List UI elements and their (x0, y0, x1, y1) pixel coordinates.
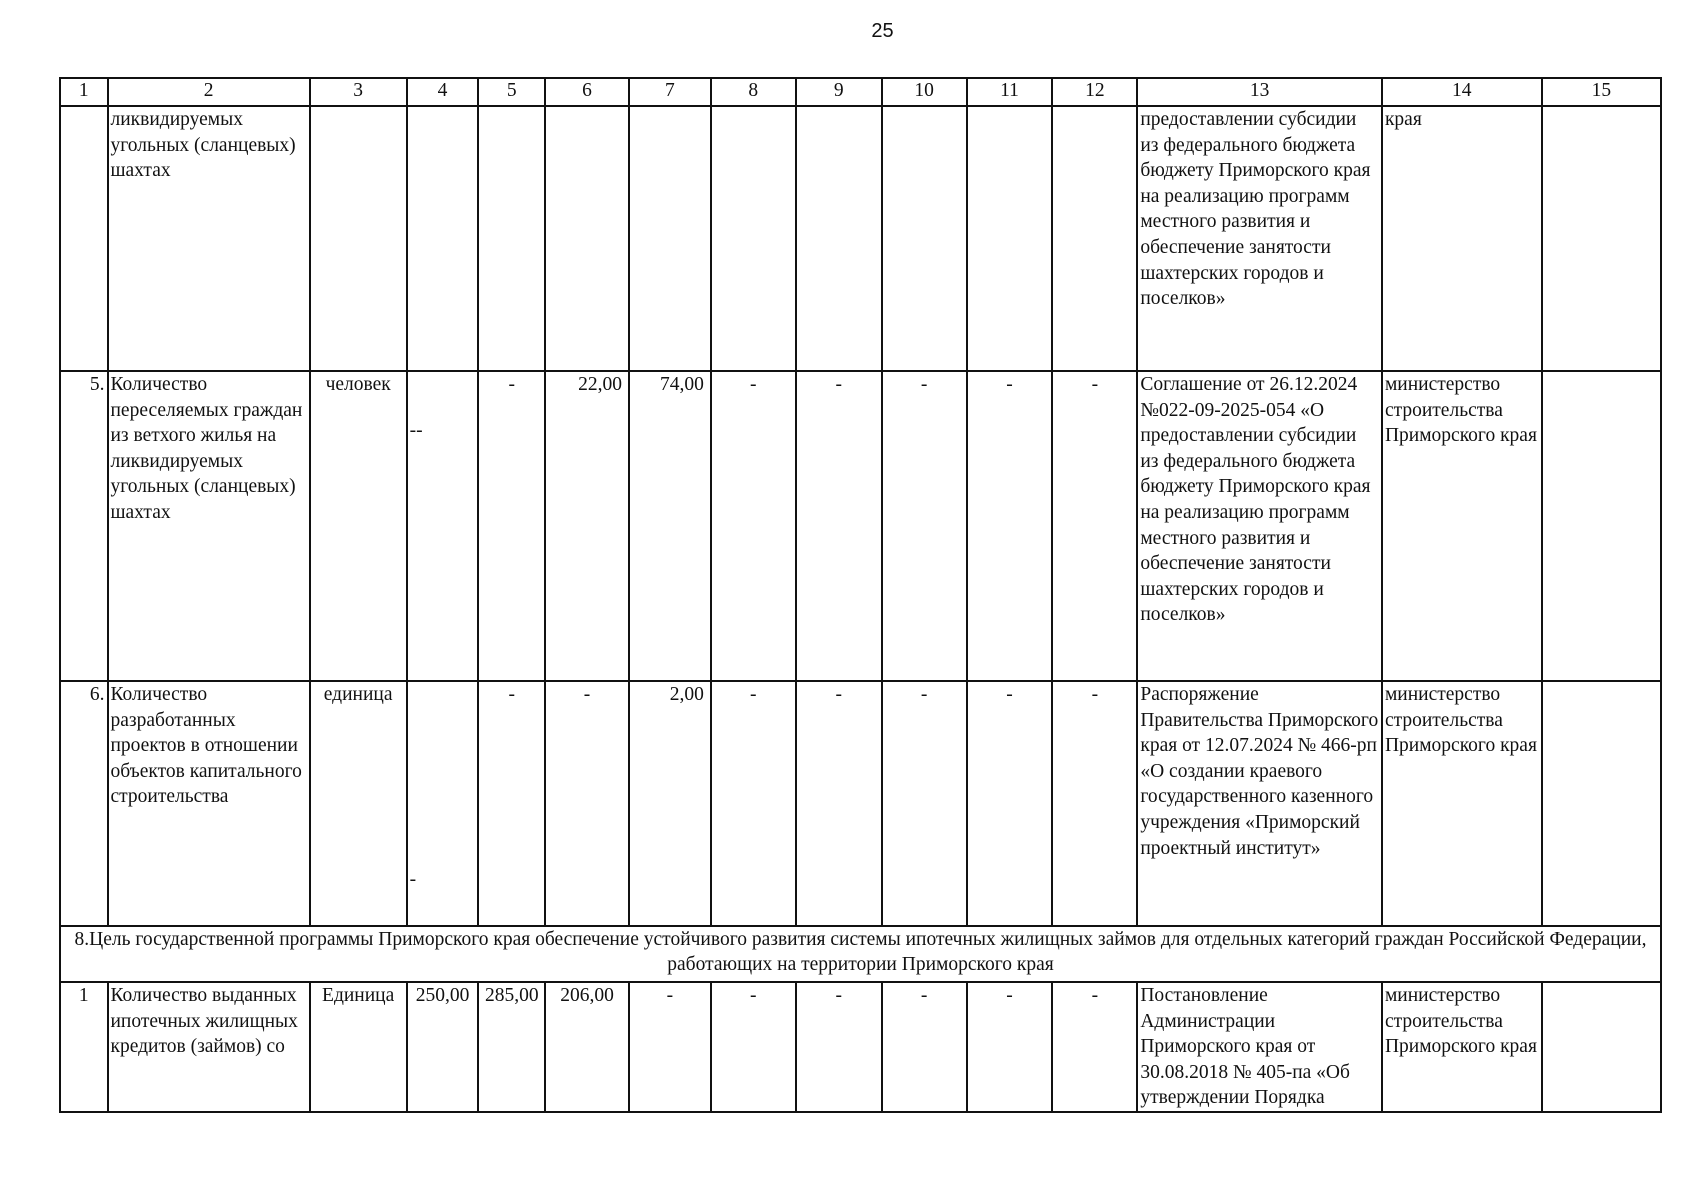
col-header-1: 1 (60, 78, 108, 106)
col-header-15: 15 (1542, 78, 1661, 106)
legal-basis: Соглашение от 26.12.2024 №022-09-2025-054 «О предоставлении субсидии из федерального бюджета бюджету Приморского края на реализацию программ местного развития и обеспечение занятости шахтерских городов и поселков» (1137, 371, 1382, 681)
value-col-11: - (967, 982, 1053, 1112)
value-col-15 (1542, 982, 1661, 1112)
value-col-5: - (478, 371, 545, 681)
legal-basis: предоставлении субсидии из федерального бюджета бюджету Приморского края на реализацию программ местного развития и обеспечение занятости шахтерских городов и поселков» (1137, 106, 1382, 371)
value-col-4: -- (407, 371, 479, 681)
column-number-row (60, 78, 1661, 106)
unit: единица (310, 681, 407, 926)
row-number: 1 (60, 982, 108, 1112)
col-header-10: 10 (882, 78, 967, 106)
row-number: 5. (60, 371, 108, 681)
value-col-12: - (1052, 982, 1137, 1112)
row-number: 6. (60, 681, 108, 926)
value-col-6: 206,00 (545, 982, 629, 1112)
col-header-13: 13 (1137, 78, 1382, 106)
indicator-name: ликвидируемых угольных (сланцевых) шахтах (108, 106, 310, 371)
indicator-name: Количество переселяемых граждан из ветхого жилья на ликвидируемых угольных (сланцевых) шахтах (108, 371, 310, 681)
value-col-7: 2,00 (629, 681, 711, 926)
col-header-9: 9 (796, 78, 882, 106)
col-header-2: 2 (108, 78, 310, 106)
value-col-9: - (796, 982, 882, 1112)
col-header-6: 6 (545, 78, 629, 106)
page-number: 25 (871, 20, 894, 42)
value-col-9: - (796, 371, 882, 681)
value-col-15 (1542, 371, 1661, 681)
goal-heading: 8.Цель государственной программы Приморского края обеспечение устойчивого развития системы ипотечных жилищных займов для отдельных категорий граждан Российской Федерации, работающих на территории Приморского края (60, 926, 1661, 982)
col-header-3: 3 (310, 78, 407, 106)
value-col-12: - (1052, 681, 1137, 926)
indicators-table (59, 77, 1662, 1113)
value-col-10: - (882, 371, 967, 681)
col-header-4: 4 (407, 78, 479, 106)
value-col-4: 250,00 (407, 982, 479, 1112)
value-col-12: - (1052, 371, 1137, 681)
value-col-4: - (407, 681, 479, 926)
value-col-11: - (967, 681, 1053, 926)
col-header-11: 11 (967, 78, 1053, 106)
value-col-8: - (711, 982, 796, 1112)
unit: человек (310, 371, 407, 681)
responsible: министерство строительства Приморского края (1382, 681, 1542, 926)
indicator-name: Количество разработанных проектов в отношении объектов капитального строительства (108, 681, 310, 926)
unit: Единица (310, 982, 407, 1112)
col-header-7: 7 (629, 78, 711, 106)
table-row-5 (60, 371, 1661, 681)
col-header-12: 12 (1052, 78, 1137, 106)
indicator-name: Количество выданных ипотечных жилищных кредитов (займов) со (108, 982, 310, 1112)
value-col-7: - (629, 982, 711, 1112)
responsible: министерство строительства Приморского края (1382, 371, 1542, 681)
table-row-continuation (60, 106, 1661, 371)
table-row-8-1 (60, 982, 1661, 1112)
value-col-11: - (967, 371, 1053, 681)
legal-basis: Распоряжение Правительства Приморского края от 12.07.2024 № 466-рп «О создании краевого государственного казенного учреждения «Приморский проектный институт» (1137, 681, 1382, 926)
value-col-9: - (796, 681, 882, 926)
value-col-5: 285,00 (478, 982, 545, 1112)
goal-row (60, 926, 1661, 982)
value-col-6: 22,00 (545, 371, 629, 681)
value-col-10: - (882, 681, 967, 926)
value-col-8: - (711, 681, 796, 926)
value-col-15 (1542, 681, 1661, 926)
responsible: края (1382, 106, 1542, 371)
col-header-8: 8 (711, 78, 796, 106)
value-col-5: - (478, 681, 545, 926)
value-col-6: - (545, 681, 629, 926)
responsible: министерство строительства Приморского края (1382, 982, 1542, 1112)
value-col-10: - (882, 982, 967, 1112)
value-col-8: - (711, 371, 796, 681)
table-row-6 (60, 681, 1661, 926)
col-header-14: 14 (1382, 78, 1542, 106)
col-header-5: 5 (478, 78, 545, 106)
value-col-7: 74,00 (629, 371, 711, 681)
legal-basis: Постановление Администрации Приморского края от 30.08.2018 № 405-па «Об утверждении Порядка (1137, 982, 1382, 1112)
